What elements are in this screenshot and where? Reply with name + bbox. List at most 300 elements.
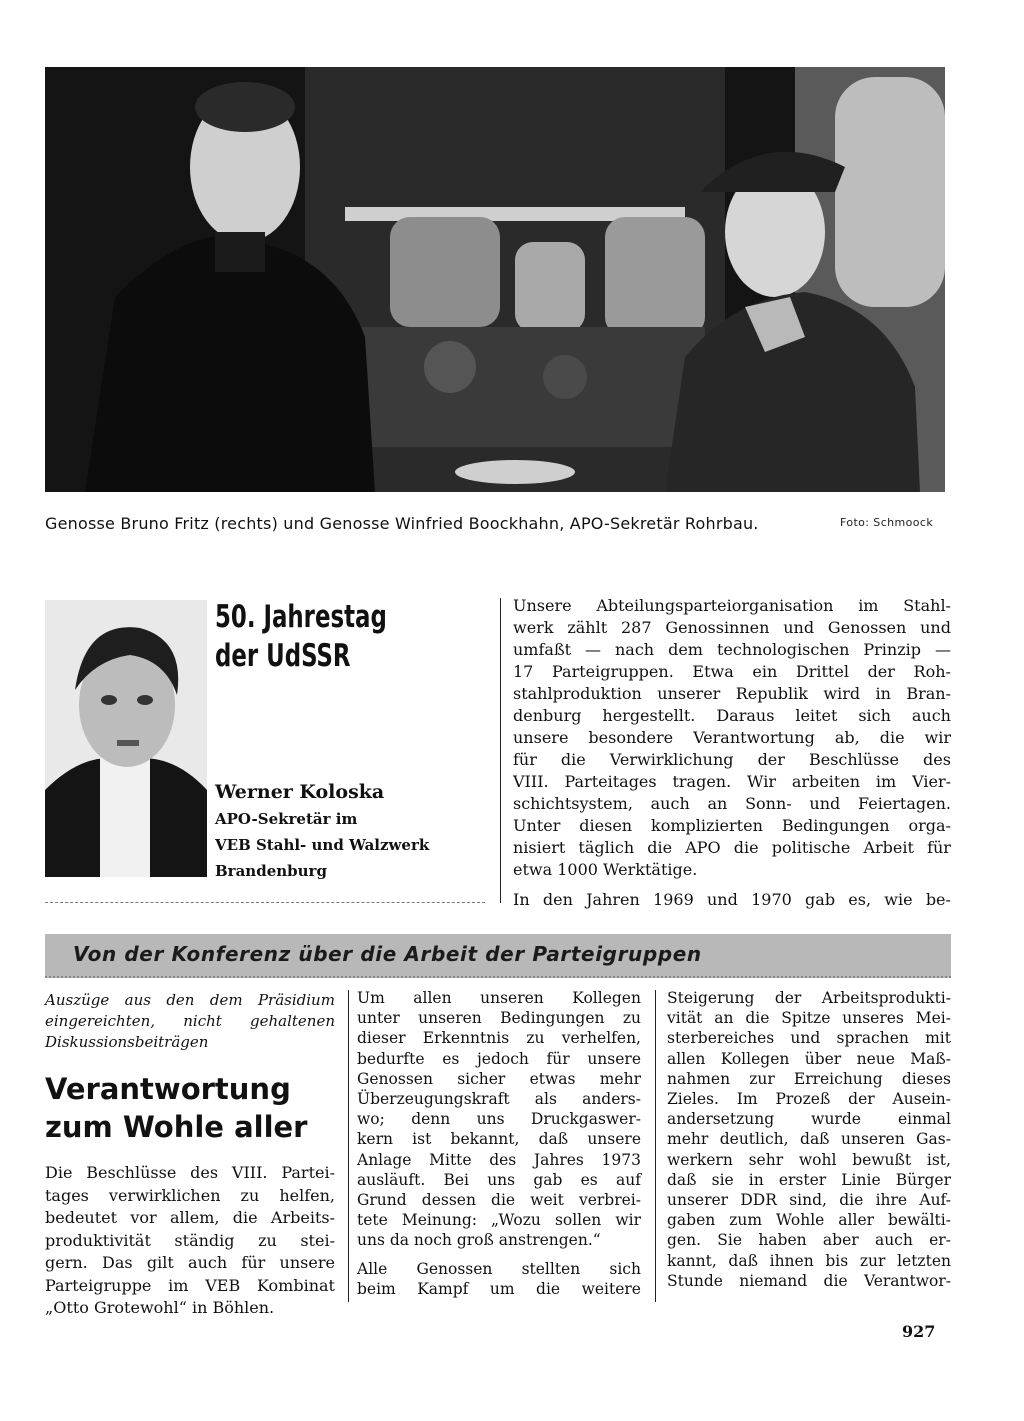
word: Kampf [417, 1279, 469, 1298]
word: für [513, 750, 537, 769]
word: im [168, 1275, 189, 1295]
word: zu [622, 1009, 641, 1028]
word: stahlproduktion [513, 684, 642, 703]
word: wird [823, 684, 861, 703]
word: vität [667, 1009, 703, 1028]
article-title [45, 1070, 335, 1146]
word: bis [825, 1251, 849, 1270]
word: die [536, 1279, 561, 1298]
feature-divider [45, 902, 485, 903]
word: über [804, 1049, 842, 1068]
word: verhelfen, [561, 1029, 641, 1048]
body-line [513, 617, 951, 639]
column-line [357, 988, 641, 1008]
word: DDR [740, 1191, 777, 1210]
body-line [513, 727, 951, 749]
word: im [875, 772, 897, 791]
word: produktivität [45, 1230, 151, 1250]
column-line [357, 1008, 641, 1028]
word: andersetzung [667, 1110, 775, 1129]
word: Verantwortung [693, 728, 815, 747]
word: die [491, 1191, 516, 1210]
word: 1970 [751, 890, 792, 909]
word: uns [487, 1170, 516, 1189]
word: die [879, 728, 905, 747]
column-line [357, 1259, 641, 1279]
word: letzten [897, 1251, 951, 1270]
word: technologischen [716, 640, 850, 659]
word: zur [859, 1251, 886, 1270]
body-line [513, 793, 951, 815]
author-role-line: APO-Sekretär im [215, 810, 358, 828]
column-line [357, 1109, 641, 1129]
word: — [585, 640, 602, 659]
column-line [667, 1069, 951, 1089]
word: haben [758, 1231, 807, 1250]
word: mit [925, 1029, 951, 1048]
word: 1969 [653, 890, 694, 909]
word: daß [538, 1130, 569, 1149]
intro-line: Diskussionsbeiträgen [45, 1033, 209, 1051]
column-rule [348, 990, 349, 1302]
word: Parteigruppe [45, 1275, 152, 1295]
word: aus [124, 991, 151, 1009]
word: die [647, 838, 673, 857]
word: ein [752, 662, 778, 681]
body-line [513, 749, 951, 771]
word: Daraus [716, 706, 775, 725]
word: Druckgaswer- [530, 1110, 641, 1129]
word: gen. [667, 1231, 702, 1250]
word: und [790, 1029, 821, 1048]
word: — [934, 640, 951, 659]
article-column-3 [667, 988, 951, 1291]
word: wir [615, 1211, 641, 1230]
word: ihnen [769, 1251, 814, 1270]
word: unsere [587, 1049, 641, 1068]
word: Erkenntnis [422, 1029, 510, 1048]
word: mehr [599, 1069, 641, 1088]
word: Roh- [913, 662, 951, 681]
word: Beschlüsse [86, 1163, 177, 1182]
word: arbeiten [791, 772, 861, 791]
word: er- [929, 1231, 951, 1250]
word: unsere [279, 1253, 335, 1272]
word: einmal [897, 1110, 951, 1129]
article-intro [45, 990, 335, 1053]
word: gab [533, 1170, 563, 1189]
word: Genossen [827, 618, 907, 637]
word: be- [925, 890, 951, 909]
word: der [848, 1090, 875, 1109]
word: APO [685, 838, 721, 857]
author-name: Werner Koloska [215, 781, 385, 803]
word: Partei- [281, 1163, 335, 1182]
column-line [45, 1230, 335, 1253]
column-line [667, 1028, 951, 1048]
body-line [513, 771, 951, 793]
word: wohl [798, 1150, 837, 1169]
column-line [357, 1190, 641, 1210]
word: wie [884, 890, 913, 909]
word: an [714, 1009, 734, 1028]
word: Vier- [912, 772, 951, 791]
column-line [667, 1230, 951, 1250]
article-title-line: zum Wohle aller [45, 1110, 308, 1144]
word: wurde [811, 1110, 861, 1129]
word: auch [650, 794, 690, 813]
word: es [580, 1170, 598, 1189]
word: Ausein- [892, 1090, 951, 1109]
word: unter [357, 1009, 400, 1028]
word: Stahl- [903, 596, 951, 615]
word: ist, [926, 1150, 951, 1169]
word: Arbeit [863, 838, 914, 857]
word: Maß- [910, 1049, 951, 1068]
word: Kollegen [720, 1049, 790, 1068]
word: die [733, 838, 759, 857]
word: deutlich, [719, 1130, 789, 1149]
word: sprachen [836, 1029, 909, 1048]
word: die [745, 1009, 770, 1028]
word: Wohle [776, 1211, 825, 1230]
body-line [513, 683, 951, 705]
word: Prinzip [863, 640, 921, 659]
word: helfen, [279, 1185, 335, 1205]
word: kannt, [667, 1251, 717, 1270]
author-role-line: VEB Stahl- und Walzwerk [215, 836, 430, 854]
word: unsere [587, 1130, 641, 1149]
word: Drittel [795, 662, 849, 681]
word: unseres [842, 1009, 904, 1028]
word: Genossinnen [665, 618, 770, 637]
word: tragen. [672, 772, 732, 791]
word: Überzeugungskraft [357, 1090, 510, 1109]
word: Jahres [533, 1150, 584, 1169]
word: gern. [45, 1253, 88, 1272]
word: Anlage [357, 1150, 412, 1169]
word: des [190, 1163, 219, 1182]
headline-line: der UdSSR [215, 638, 351, 674]
intro-line [45, 1011, 335, 1032]
column-line [357, 1028, 641, 1048]
word: für [546, 1049, 570, 1068]
word: werkern [667, 1150, 733, 1169]
column-line [357, 1129, 641, 1149]
word: sich [609, 1259, 641, 1278]
column-line [667, 1049, 951, 1069]
column-line [357, 1049, 641, 1069]
word: dieses [901, 1069, 951, 1088]
word: unserer [657, 684, 721, 703]
word: denburg [513, 706, 582, 725]
word: schichtsystem, [513, 794, 633, 813]
word: wir [924, 728, 951, 747]
word: bedeutet [45, 1208, 118, 1227]
section-banner [45, 934, 951, 978]
word: Prozeß [775, 1090, 831, 1109]
word: kern [357, 1130, 393, 1149]
word: weitere [581, 1279, 641, 1298]
word: mehr [667, 1130, 709, 1149]
word: zur [749, 1069, 775, 1088]
word: sind, [789, 1191, 827, 1210]
word: der [867, 662, 895, 681]
word: Bedingungen [781, 816, 890, 835]
word: 1973 [601, 1150, 641, 1169]
article-title-line: Verantwortung [45, 1072, 291, 1106]
word: unserer [667, 1191, 729, 1210]
word: auch [874, 1231, 913, 1250]
word: gehaltenen [250, 1012, 335, 1030]
word: Gas- [916, 1130, 951, 1149]
word: Bei [443, 1170, 469, 1189]
word: Spitze [781, 1009, 831, 1028]
word: politische [771, 838, 851, 857]
word: für [241, 1253, 266, 1272]
word: die [839, 1191, 864, 1210]
word: Präsidium [257, 991, 335, 1009]
body-line [513, 705, 951, 727]
word: sich [858, 706, 891, 725]
body-line [513, 661, 951, 683]
word: vor [130, 1208, 157, 1227]
word: Meinung: [401, 1211, 477, 1230]
feature-headline [215, 598, 436, 676]
word: der [757, 750, 785, 769]
column-line: „Otto Grotewohl“ in Böhlen. [45, 1298, 275, 1317]
word: auch [188, 1253, 228, 1272]
word: erster [778, 1170, 827, 1189]
word: bewälti- [888, 1211, 951, 1230]
word: stellten [521, 1259, 581, 1278]
word: 17 [513, 662, 534, 681]
word: unseren [418, 1009, 482, 1028]
word: Grund [357, 1191, 407, 1210]
body-line: etwa 1000 Werktätige. [513, 860, 698, 879]
author-role [215, 806, 495, 884]
word: an [707, 794, 728, 813]
word: stei- [300, 1230, 335, 1250]
word: Alle [357, 1259, 388, 1278]
word: Feiertagen. [858, 794, 951, 813]
body-line [513, 639, 951, 661]
column-line [667, 1129, 951, 1149]
word: daß [667, 1170, 697, 1189]
word: wo; [357, 1110, 385, 1129]
word: beim [357, 1279, 396, 1298]
word: Die [45, 1163, 73, 1182]
word: gab [805, 890, 836, 909]
author-portrait [45, 600, 207, 877]
author-role-line: Brandenburg [215, 862, 327, 880]
column-line [45, 1252, 335, 1275]
word: Erreichung [793, 1069, 883, 1088]
word: um [489, 1279, 515, 1298]
photo-caption: Genosse Bruno Fritz (rechts) und Genosse Winfried Boockhahn, APO-Sekretär Rohrbau. [45, 514, 759, 533]
word: ist [412, 1130, 432, 1149]
word: in [748, 1170, 764, 1189]
page-number: 927 [902, 1322, 936, 1341]
word: allem, [169, 1208, 220, 1227]
word: und [706, 890, 738, 909]
word: zum [729, 1211, 763, 1230]
word: tages [45, 1185, 89, 1205]
word: Wir [747, 772, 776, 791]
word: sicher [457, 1069, 506, 1088]
column-line [357, 1170, 641, 1190]
word: Verwirklichung [609, 750, 734, 769]
banner-text: Von der Konferenz über die Arbeit der Parteigruppen [73, 942, 702, 966]
word: täglich [578, 838, 635, 857]
word: in [875, 684, 891, 703]
word: jedoch [476, 1049, 529, 1068]
column-line [45, 1275, 335, 1298]
article-column-1 [45, 1162, 335, 1320]
word: als [534, 1090, 557, 1109]
word: den [166, 991, 195, 1009]
word: Parteitages [564, 772, 657, 791]
word: des [489, 1150, 517, 1169]
word: des [923, 750, 951, 769]
word: anders- [582, 1090, 641, 1109]
word: im [858, 596, 879, 615]
word: Arbeitsprodukti- [821, 989, 951, 1007]
word: Linie [841, 1170, 881, 1189]
word: zählt [567, 618, 608, 637]
word: VIII. [231, 1163, 268, 1182]
top-photo [45, 67, 945, 492]
word: Republik [735, 684, 808, 703]
word: Auf- [919, 1191, 951, 1210]
word: aller [838, 1211, 875, 1230]
word: und [783, 618, 815, 637]
factory-photo-graphic [45, 67, 945, 492]
word: verbrei- [578, 1191, 641, 1210]
word: unseren [841, 1130, 905, 1149]
column-line [357, 1210, 641, 1230]
word: für [927, 838, 951, 857]
column-line [667, 1089, 951, 1109]
word: gilt [146, 1253, 174, 1272]
word: ihre [875, 1191, 908, 1210]
column-line [667, 988, 951, 1008]
word: weit [530, 1191, 564, 1210]
column-line [45, 1162, 335, 1185]
word: dieser [357, 1029, 406, 1048]
feature-body [513, 595, 951, 911]
word: Arbeits- [270, 1208, 335, 1227]
word: Unter [513, 816, 561, 835]
word: Bedingungen [500, 1009, 605, 1028]
word: eingereichten, [45, 1012, 156, 1030]
word: Auszüge [45, 991, 110, 1009]
word: und [920, 618, 951, 637]
word: unsere [513, 728, 569, 747]
word: bekannt, [450, 1130, 520, 1149]
column-line [45, 1185, 335, 1208]
column-line [667, 1008, 951, 1028]
word: Sonn- [745, 794, 792, 813]
word: niemand [739, 1271, 808, 1290]
word: die [560, 750, 586, 769]
word: Um [357, 989, 385, 1007]
column-line [667, 1150, 951, 1170]
word: 287 [620, 618, 652, 637]
word: Genossen [357, 1069, 433, 1088]
word: tete [357, 1211, 388, 1230]
headline-line: 50. Jahrestag [215, 599, 387, 635]
column-line: uns da noch groß anstrengen.“ [357, 1231, 601, 1250]
column-rule [500, 598, 501, 903]
word: es, [848, 890, 872, 909]
column-line [667, 1170, 951, 1190]
word: „Wozu [491, 1211, 541, 1230]
word: zu [258, 1230, 277, 1250]
word: Im [736, 1090, 758, 1109]
word: VEB [205, 1275, 241, 1295]
word: zu [240, 1185, 260, 1205]
word: Verantwor- [863, 1271, 951, 1290]
word: der [774, 989, 802, 1007]
body-line [513, 837, 951, 859]
word: sie [711, 1170, 734, 1189]
word: sehr [748, 1150, 784, 1169]
column-line [667, 1251, 951, 1271]
word: Bürger [895, 1170, 951, 1189]
column-line [357, 1150, 641, 1170]
word: es [442, 1049, 460, 1068]
word: Parteigruppen. [551, 662, 674, 681]
body-line [513, 595, 951, 617]
word: auch [911, 706, 951, 725]
word: Genossen [416, 1259, 493, 1278]
word: Sie [717, 1231, 743, 1250]
word: orga- [908, 816, 951, 835]
column-line [667, 1210, 951, 1230]
word: ständig [174, 1230, 235, 1250]
word: gaben [667, 1211, 716, 1230]
word: Jahren [586, 890, 640, 909]
word: ausläuft. [357, 1170, 426, 1189]
word: Bran- [906, 684, 951, 703]
word: Kombinat [257, 1275, 335, 1295]
word: die [232, 1208, 258, 1227]
column-line [667, 1190, 951, 1210]
word: leitet [795, 706, 838, 725]
word: nisiert [513, 838, 566, 857]
word: sollen [554, 1211, 602, 1230]
word: allen [413, 989, 452, 1007]
word: In [513, 890, 530, 909]
word: dem [668, 640, 703, 659]
word: Mei- [915, 1009, 951, 1028]
word: Steigerung [667, 989, 755, 1007]
word: neue [856, 1049, 895, 1068]
word: besondere [588, 728, 674, 747]
word: daß [728, 1251, 758, 1270]
word: werk [513, 618, 554, 637]
word: unseren [480, 989, 544, 1007]
word: Das [102, 1253, 133, 1272]
word: Etwa [692, 662, 734, 681]
word: denn [411, 1110, 451, 1129]
word: Beschlüsse [808, 750, 899, 769]
portrait-graphic [45, 600, 207, 877]
word: auf [615, 1170, 641, 1189]
word: nicht [183, 1012, 222, 1030]
word: Stunde [667, 1271, 723, 1290]
